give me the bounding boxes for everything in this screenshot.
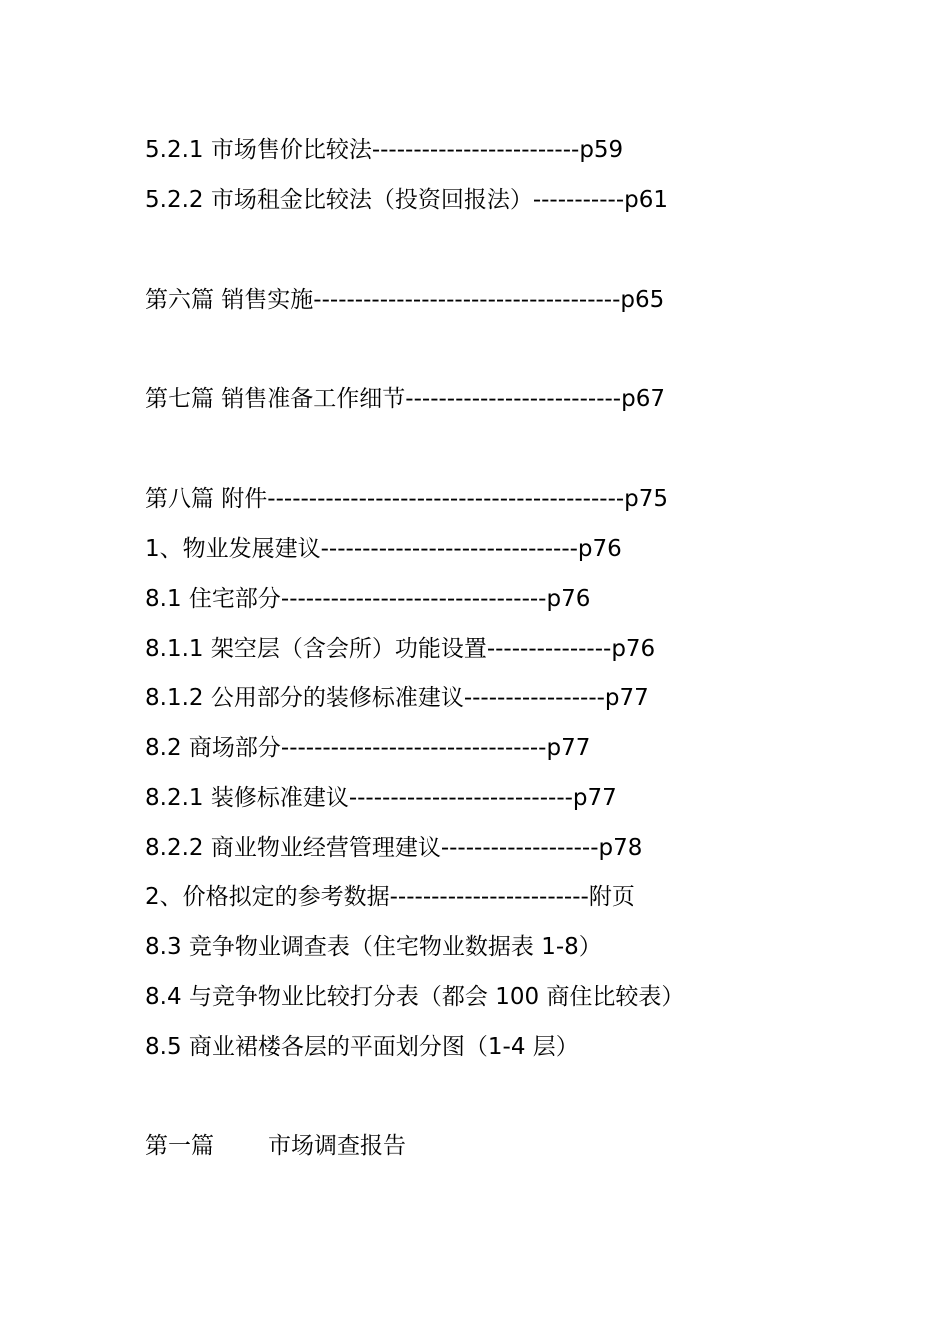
toc-entry-part-8: 第八篇 附件-------------------------------------------p75: [145, 486, 669, 512]
toc-entry-8-3: 8.3 竞争物业调查表（住宅物业数据表 1-8）: [145, 934, 602, 960]
toc-entry-part-6: 第六篇 销售实施-------------------------------------p65: [145, 287, 665, 313]
toc-entry-part-7: 第七篇 销售准备工作细节--------------------------p67: [145, 386, 665, 412]
toc-entry-8-1-1: 8.1.1 架空层（含会所）功能设置---------------p76: [145, 636, 656, 662]
toc-entry-8-1-2: 8.1.2 公用部分的装修标准建议-----------------p77: [145, 685, 649, 711]
toc-entry-5-2-2: 5.2.2 市场租金比较法（投资回报法）-----------p61: [145, 187, 668, 213]
toc-entry-property-advice: 1、物业发展建议-------------------------------p76: [145, 536, 622, 562]
toc-entry-8-2: 8.2 商场部分--------------------------------p77: [145, 735, 591, 761]
section-heading-title: 市场调查报告: [268, 1133, 406, 1159]
toc-entry-price-reference: 2、价格拟定的参考数据------------------------附页: [145, 884, 635, 910]
toc-entry-8-2-1: 8.2.1 装修标准建议---------------------------p77: [145, 785, 617, 811]
section-heading: [145, 1131, 406, 1161]
toc-entry-8-4: 8.4 与竞争物业比较打分表（都会 100 商住比较表）: [145, 984, 685, 1010]
toc-entry-8-2-2: 8.2.2 商业物业经营管理建议-------------------p78: [145, 835, 643, 861]
toc-entry-8-1: 8.1 住宅部分--------------------------------p76: [145, 586, 591, 612]
toc-entry-5-2-1: 5.2.1 市场售价比较法-------------------------p59: [145, 137, 624, 163]
section-heading-part: 第一篇: [145, 1133, 214, 1159]
toc-entry-8-5: 8.5 商业裙楼各层的平面划分图（1-4 层）: [145, 1034, 579, 1060]
